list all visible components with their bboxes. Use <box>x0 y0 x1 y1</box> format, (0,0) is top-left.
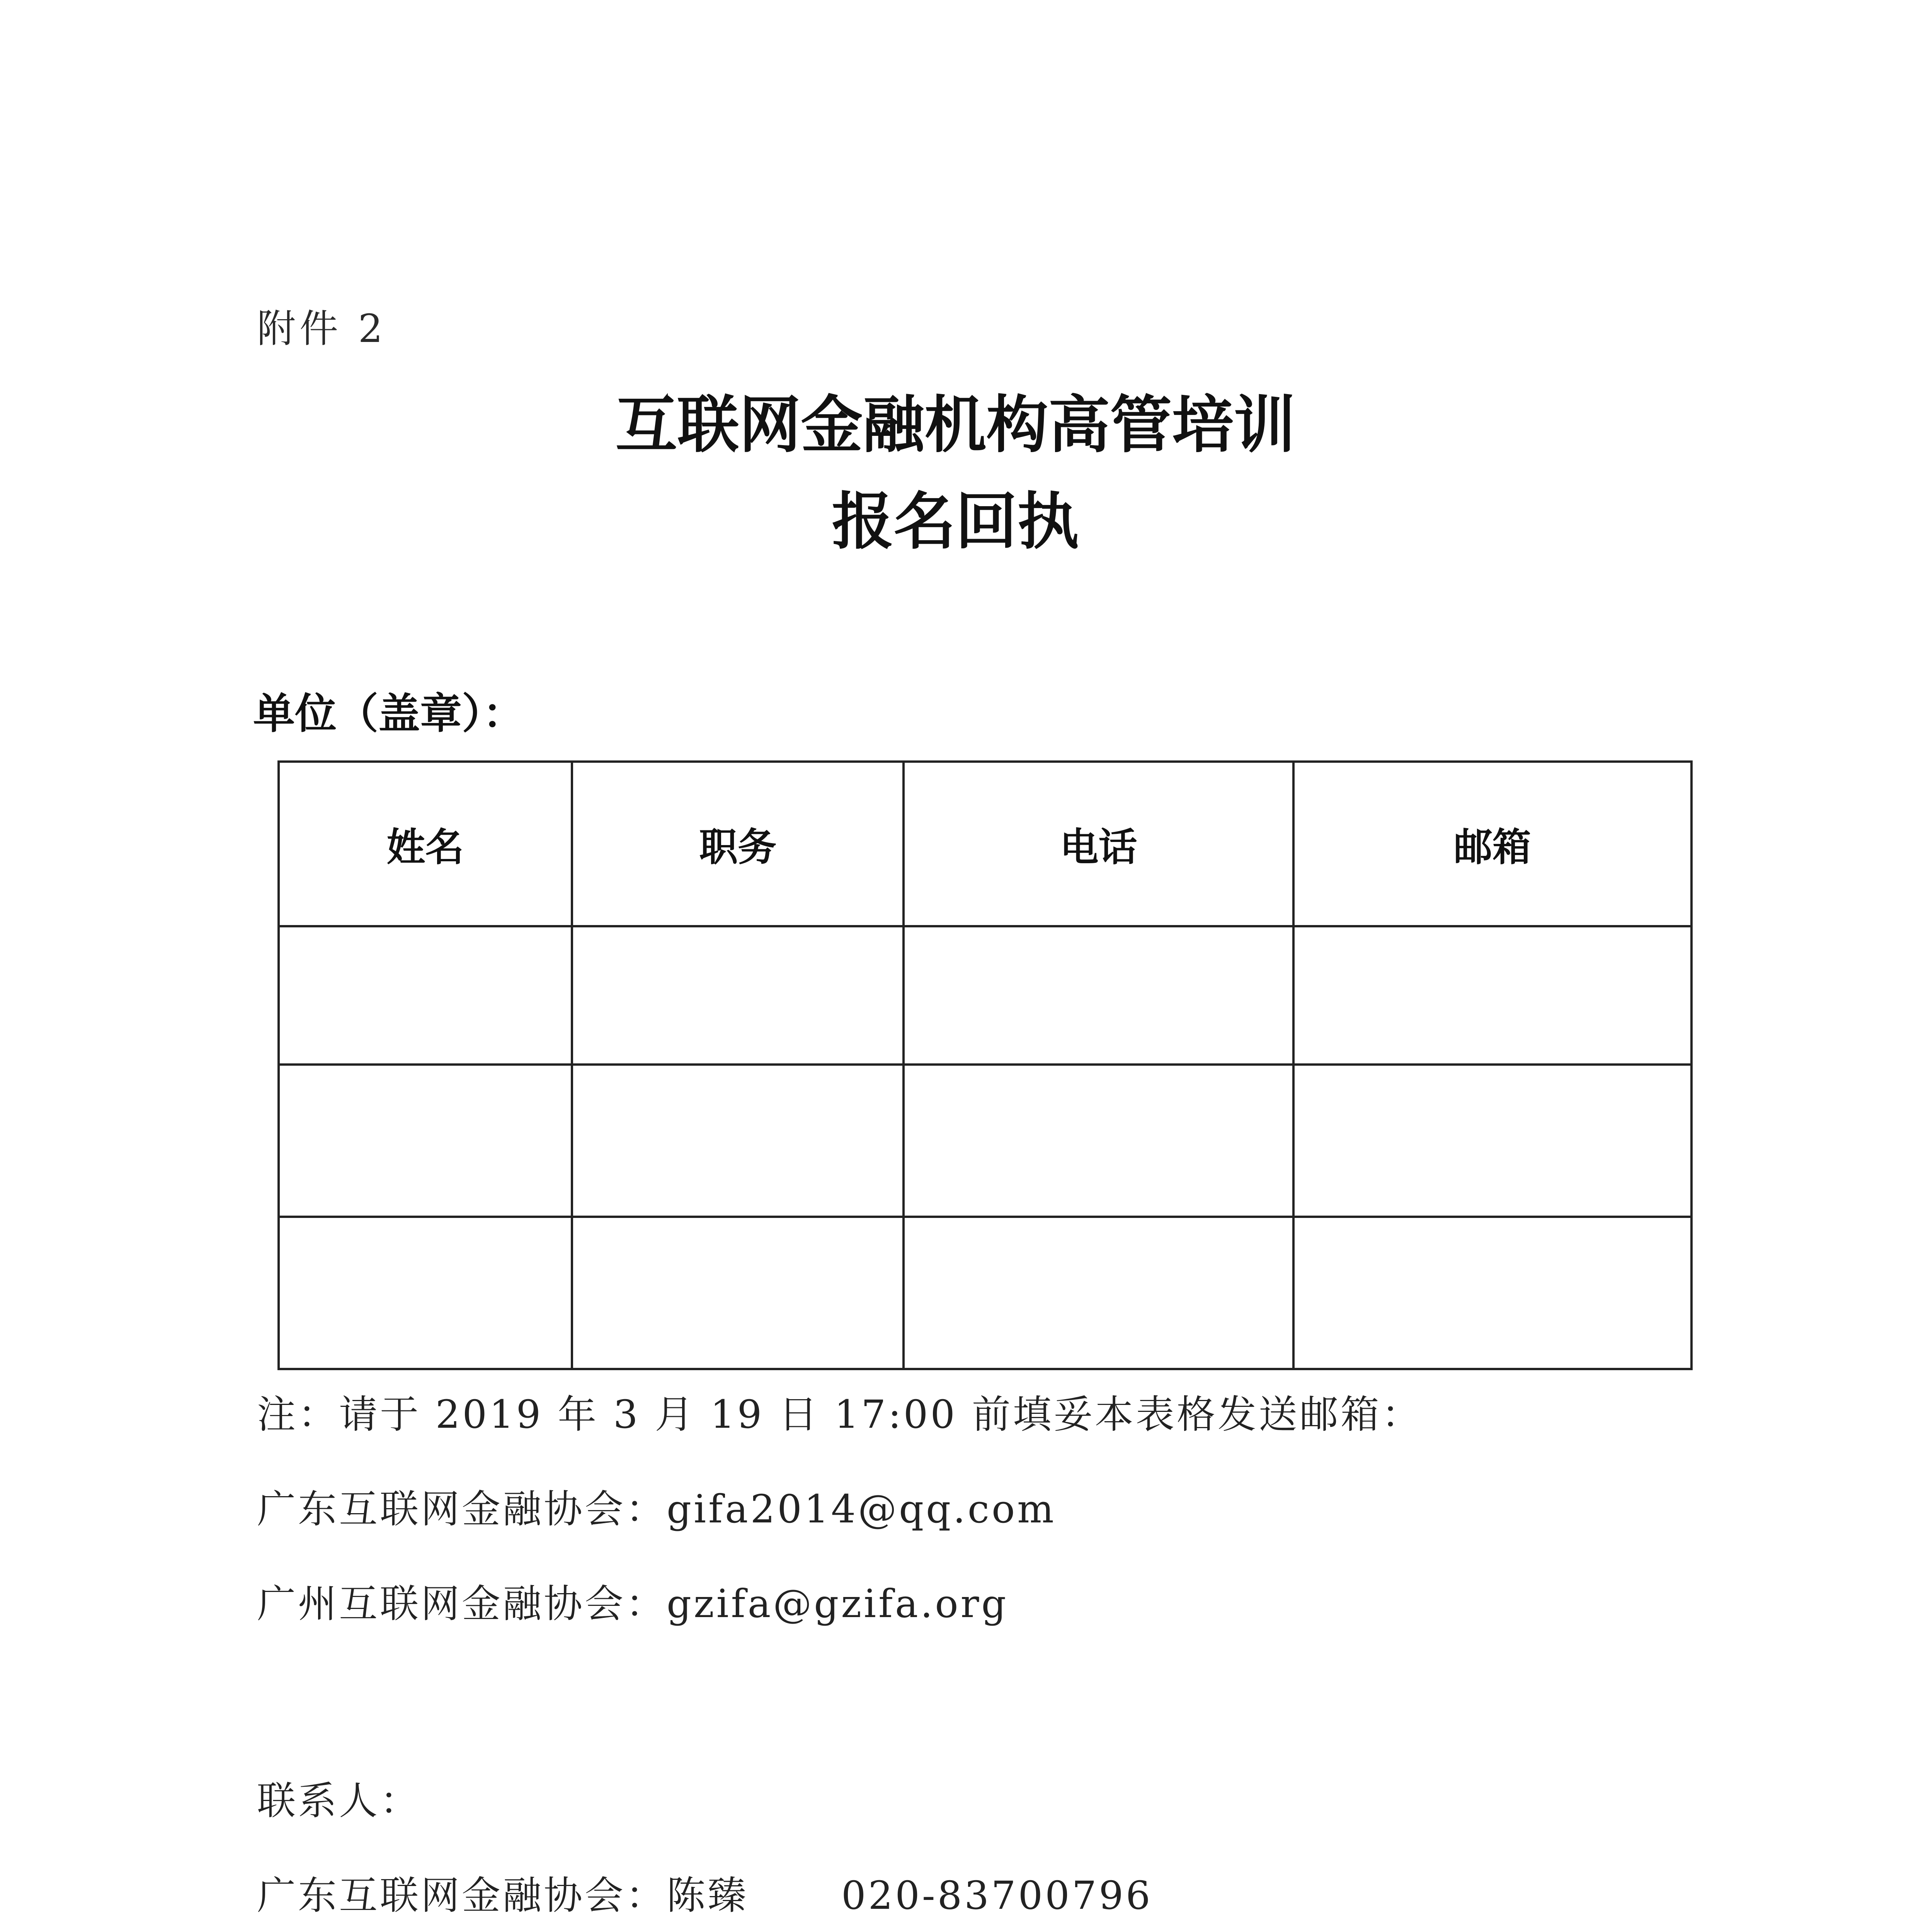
unit-stamp-label: 单位（盖章）： <box>253 690 525 738</box>
cell-name[interactable] <box>279 1065 572 1217</box>
cell-email[interactable] <box>1293 1217 1691 1369</box>
contact-guangdong-phone: 020-83700796 <box>841 1873 1153 1918</box>
header-position: 职务 <box>572 762 904 926</box>
cell-phone[interactable] <box>904 926 1293 1065</box>
cell-email[interactable] <box>1293 926 1691 1065</box>
contact-guangdong-org: 广东互联网金融协会：陈臻 <box>257 1873 749 1918</box>
cell-email[interactable] <box>1293 1065 1691 1217</box>
cell-name[interactable] <box>279 1217 572 1369</box>
cell-position[interactable] <box>572 926 904 1065</box>
email-guangdong: 广东互联网金融协会：gifa2014@qq.com <box>257 1486 1056 1532</box>
contact-guangdong <box>257 1864 1153 1920</box>
header-phone: 电话 <box>904 762 1293 926</box>
table-row <box>279 1217 1691 1369</box>
registration-table <box>277 760 1693 1370</box>
table-row <box>279 1065 1691 1217</box>
table-header-row <box>279 762 1691 926</box>
cell-phone[interactable] <box>904 1217 1293 1369</box>
document-title: 互联网金融机构高管培训 <box>615 389 1296 461</box>
cell-phone[interactable] <box>904 1065 1293 1217</box>
document-subtitle: 报名回执 <box>832 485 1079 558</box>
email-guangzhou: 广州互联网金融协会：gzifa@gzifa.org <box>257 1581 1009 1626</box>
attachment-label: 附件 2 <box>257 306 387 351</box>
cell-position[interactable] <box>572 1217 904 1369</box>
contacts-label: 联系人： <box>257 1778 421 1823</box>
table-row <box>279 926 1691 1065</box>
cell-position[interactable] <box>572 1065 904 1217</box>
cell-name[interactable] <box>279 926 572 1065</box>
header-name: 姓名 <box>279 762 572 926</box>
header-email: 邮箱 <box>1293 762 1691 926</box>
deadline-note: 注：请于 2019 年 3 月 19 日 17:00 前填妥本表格发送邮箱： <box>257 1392 1423 1437</box>
